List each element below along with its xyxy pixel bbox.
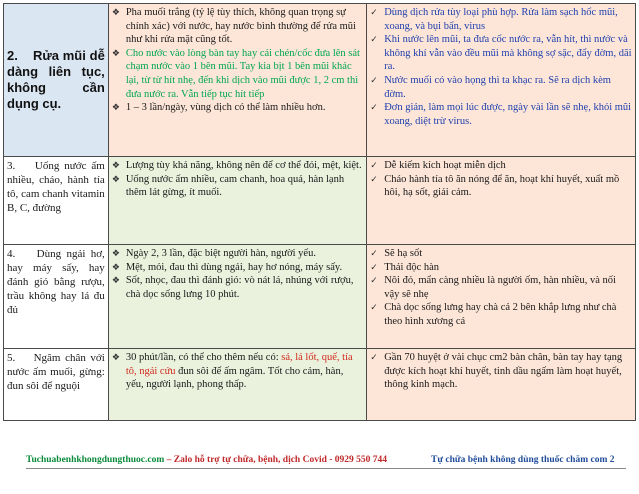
diamond-bullet-icon: ❖ [111, 173, 120, 184]
row-label: 2. Rửa mũi dễ dàng liên tục, không cần dụng cụ. [7, 48, 105, 111]
list-item: ✓ Nước muối có vào họng thì ta khạc ra. Sẽ ra dịch kèm đờm. [370, 74, 611, 100]
check-icon: ✓ [370, 302, 378, 313]
list-item: ✓ Dễ kiếm kích hoạt miễn dịch [370, 160, 506, 171]
list-item: ❖ Mệt, mỏi, đau thì dùng ngải, hay hơ nóng, máy sấy. [111, 261, 343, 273]
table-row [4, 349, 636, 421]
page-footer [26, 455, 626, 465]
check-icon: ✓ [370, 248, 378, 258]
list-item: ✓ Nôi đỏ, mẩn càng nhiều là người ốm, hàn nhiều, và nối vậy sẽ nhẹ [370, 275, 616, 300]
list-item: ✓ Chà dọc sống lưng hay chà cả 2 bên khắp lưng như chà theo hình xương cá [370, 302, 617, 327]
check-icon: ✓ [370, 74, 378, 85]
row-label: 4. Dùng ngải hơ, hay máy sấy, hay đánh gió bằng rượu, trầu không hay lá đu đủ [7, 248, 105, 316]
row-label-cell [4, 157, 109, 245]
herb-list: sả, lá lốt, quế, tía tô, ngải cứu [125, 352, 353, 377]
check-icon: ✓ [370, 7, 378, 17]
table-row [4, 157, 636, 245]
row-label-cell [4, 4, 109, 157]
check-icon: ✓ [370, 261, 378, 272]
benefit-cell [367, 4, 636, 157]
list-item: ✓ Sẽ hạ sốt [370, 248, 423, 259]
check-icon: ✓ [370, 173, 378, 184]
footer-site-link[interactable]: Tuchuabenhkhongdungthuoc.com [26, 455, 165, 465]
benefit-cell [367, 157, 636, 245]
list-item: ✓ Đơn giản, làm mọi lúc được, ngày vài lần sẽ nhẹ, khỏi mũi xoang, diệt trừ virus. [370, 102, 632, 127]
list-item: ❖ Lượng tùy khả năng, không nên để cơ thể đói, mệt, kiệt. [111, 160, 362, 171]
benefit-cell [367, 349, 636, 421]
list-item: ❖ Sốt, nhọc, đau thì đánh gió: vò nát lá, nhúng với rượu, chà dọc sống lưng 10 phút. [111, 275, 354, 300]
footer-page-info: Tự chữa bệnh không dùng thuốc chăm com 2 [431, 455, 615, 465]
how-cell [108, 245, 366, 349]
diamond-bullet-icon: ❖ [111, 248, 120, 258]
list-item: ❖ 1 – 3 lần/ngày, vùng dịch có thể làm nhiều hơn. [111, 102, 326, 114]
diamond-bullet-icon: ❖ [111, 102, 120, 113]
table-row [4, 245, 636, 349]
diamond-bullet-icon: ❖ [111, 160, 120, 170]
row-label: 5. Ngâm chân với nước ấm muối, gừng: đun sôi để nguội [7, 352, 105, 392]
list-item: ✓ Dùng dịch rửa tùy loại phù hợp. Rửa làm sạch hốc mũi, xoang, và bụi bẩn, virus [370, 7, 618, 32]
row-label-cell [4, 245, 109, 349]
check-icon: ✓ [370, 34, 378, 45]
diamond-bullet-icon: ❖ [111, 261, 120, 272]
how-cell [108, 349, 366, 421]
check-icon: ✓ [370, 275, 378, 286]
check-icon: ✓ [370, 102, 378, 113]
remedy-table [3, 3, 636, 421]
list-item: ❖ Uống nước ấm nhiều, cam chanh, hoa quả, hàn lạnh thêm lát gừng, ít muối. [111, 173, 345, 199]
list-item: ✓ Thải độc hàn [370, 261, 440, 273]
check-icon: ✓ [370, 160, 378, 170]
diamond-bullet-icon: ❖ [111, 275, 120, 286]
row-label: 3. Uống nước ấm nhiều, cháo, hành tía tô, cam chanh vitamin B, C, đường [7, 160, 105, 214]
list-item: ❖ Ngày 2, 3 lần, đặc biệt người hàn, người yếu. [111, 248, 316, 259]
list-item: ❖ 30 phút/lần, có thể cho thêm nếu có: sả, lá lốt, quế, tía tô, ngải cứu đun sôi để ấm ngâm. Tốt cho cảm, hàn, yếu, người lạnh, phong thấp. [111, 352, 353, 391]
diamond-bullet-icon: ❖ [111, 7, 120, 17]
list-item: ❖ Pha muối trắng (tỷ lệ tùy thích, không quan trọng sự chính xác) với nước, hay nước bình thường để rửa mũi như khi rửa mặt cũng tốt. [111, 7, 356, 46]
list-item: ❖ Cho nước vào lòng bàn tay hay cái chén/cốc đưa lên sát chạm nước vào 1 bên mũi. Tay kia bịt 1 bên mũi khác lại, từ từ hít nhẹ, đến khi dịch vào mũi được 1, 2 cm thì đưa nước ra. Vẫn tiếp tục hít tiếp [111, 47, 360, 100]
list-item: ✓ Cháo hành tía tô ăn nóng để ăn, hoạt khí huyết, xuất mồ hôi, hạ sốt, giải cảm. [370, 173, 620, 199]
row-label-cell [4, 349, 109, 421]
benefit-cell [367, 245, 636, 349]
table-row [4, 4, 636, 157]
diamond-bullet-icon: ❖ [111, 352, 120, 362]
diamond-bullet-icon: ❖ [111, 47, 120, 58]
how-cell [108, 4, 366, 157]
footer-zalo-contact: – Zalo hỗ trợ tự chữa, bệnh, dịch Covid - 0929 550 744 [164, 455, 388, 465]
check-icon: ✓ [370, 352, 378, 362]
list-item: ✓ Khi nước lên mũi, ta đưa cốc nước ra, vẫn hít, thì nước và không khí vẫn vào đều mũi mà không sợ sặc, đẩy đờm, dãi ra. [370, 34, 632, 73]
footer-divider [26, 468, 626, 469]
list-item: ✓ Gần 70 huyệt ở vài chục cm2 bàn chân, bàn tay hay tạng được kích hoạt khí huyết, tinh dầu ngấm làm hoạt huyết, thông kinh mạch. [370, 352, 623, 391]
how-cell [108, 157, 366, 245]
